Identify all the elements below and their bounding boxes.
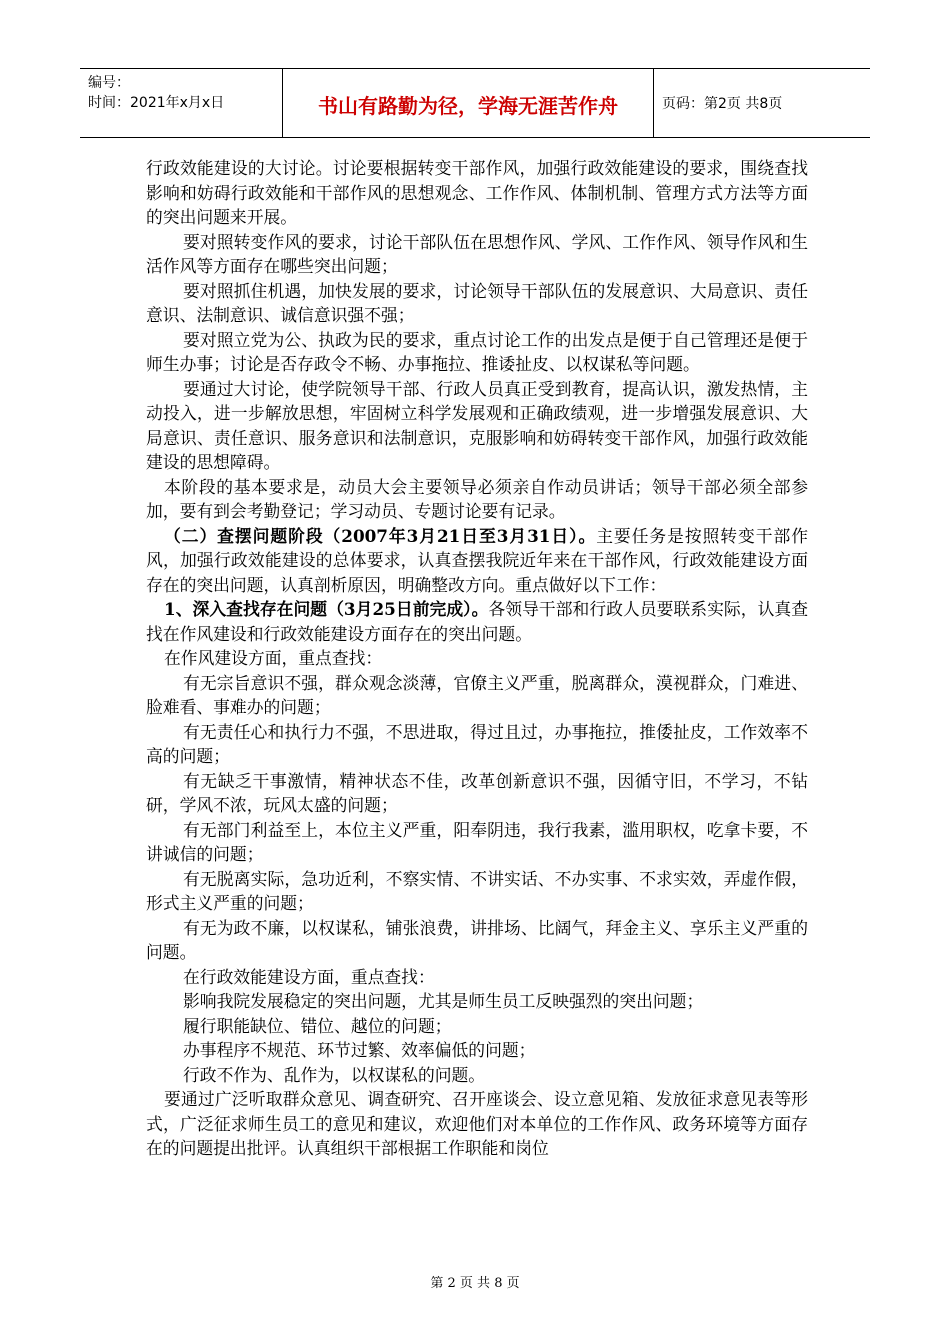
paragraph: 要对照转变作风的要求，讨论干部队伍在思想作风、学风、工作作风、领导作风和生活作风等方面存在哪些突出问题；	[146, 231, 808, 276]
paragraph: 要通过广泛听取群众意见、调查研究、召开座谈会、设立意见箱、发放征求意见表等形式，广泛征求师生员工的意见和建议，欢迎他们对本单位的工作作风、政务环境等方面存在的问题提出批评。认真组织干部根据工作职能和岗位	[146, 1089, 808, 1158]
paragraph: 在作风建设方面，重点查找：	[164, 648, 383, 668]
item-one-heading: 1、深入查找存在问题（3月25日前完成）。	[164, 599, 489, 619]
header-meta	[80, 69, 283, 137]
document-number-label: 编号：	[88, 75, 130, 91]
paragraph: 有无部门利益至上，本位主义严重，阳奉阴违，我行我素，滥用职权，吃拿卡要，不讲诚信的问题；	[146, 819, 808, 864]
paragraph: 有无宗旨意识不强，群众观念淡薄，官僚主义严重，脱离群众，漠视群众，门难进、脸难看、事难办的问题；	[146, 672, 808, 717]
paragraph: 要对照立党为公、执政为民的要求，重点讨论工作的出发点是便于自己管理还是便于师生办事；讨论是否存政令不畅、办事拖拉、推诿扯皮、以权谋私等问题。	[146, 329, 808, 374]
paragraph: 本阶段的基本要求是，动员大会主要领导必须亲自作动员讲话；领导干部必须全部参加，要有到会考勤登记；学习动员、专题讨论要有记录。	[146, 476, 808, 521]
page-footer: 第 2 页 共 8 页	[430, 1276, 520, 1291]
paragraph: 有无缺乏干事激情，精神状态不佳，改革创新意识不强，因循守旧，不学习，不钻研，学风不浓，玩风太盛的问题；	[146, 770, 808, 815]
header-page-info: 页码：第2页 共8页	[662, 96, 783, 112]
stage-two-heading: （二）查摆问题阶段（2007年3月21日至3月31日）。	[164, 525, 597, 546]
page-header	[80, 68, 870, 138]
paragraph: 履行职能缺位、错位、越位的问题；	[183, 1015, 452, 1036]
stage-two-text: 主要任务是按照转变干部作风，加强行政效能建设的总体要求，认真查摆我院近年来在干部作风，行政效能建设方面存在的突出问题，认真剖析原因，明确整改方向。重点做好以下工作：	[146, 525, 808, 595]
paragraph: 行政效能建设的大讨论。讨论要根据转变干部作风，加强行政效能建设的要求，围绕查找影响和妨碍行政效能和干部作风的思想观念、工作作风、体制机制、管理方式方法等方面的突出问题来开展。	[146, 158, 808, 227]
item-one-paragraph	[146, 597, 808, 646]
paragraph: 有无脱离实际，急功近利，不察实情、不讲实话、不办实事、不求实效，弄虚作假，形式主义严重的问题；	[146, 868, 808, 913]
paragraph: 在行政效能建设方面，重点查找：	[183, 966, 435, 987]
paragraph: 办事程序不规范、环节过繁、效率偏低的问题；	[183, 1040, 536, 1060]
item-one-text: 各领导干部和行政人员要联系实际，认真查找在作风建设和行政效能建设方面存在的突出问题。	[146, 599, 809, 644]
paragraph: 要对照抓住机遇，加快发展的要求，讨论领导干部队伍的发展意识、大局意识、责任意识、法制意识、诚信意识强不强；	[146, 280, 808, 325]
paragraph: 行政不作为、乱作为，以权谋私的问题。	[183, 1064, 486, 1085]
header-motto: 书山有路勤为径，学海无涯苦作舟	[283, 69, 654, 137]
paragraph: 有无责任心和执行力不强，不思进取，得过且过，办事拖拉，推倭扯皮，工作效率不高的问题；	[146, 721, 808, 766]
document-body	[146, 156, 808, 1161]
stage-two-paragraph	[146, 524, 808, 598]
paragraph: 有无为政不廉，以权谋私，铺张浪费，讲排场、比阔气，拜金主义、享乐主义严重的问题。	[146, 917, 808, 962]
paragraph: 要通过大讨论，使学院领导干部、行政人员真正受到教育，提高认识，激发热情，主动投入，进一步解放思想，牢固树立科学发展观和正确政绩观，进一步增强发展意识、大局意识、责任意识、服务意识和法制意识，克服影响和妨碍转变干部作风，加强行政效能建设的思想障碍。	[146, 378, 808, 472]
document-date-label: 时间：2021年x月x日	[88, 95, 225, 111]
paragraph: 影响我院发展稳定的突出问题，尤其是师生员工反映强烈的突出问题；	[183, 991, 704, 1011]
